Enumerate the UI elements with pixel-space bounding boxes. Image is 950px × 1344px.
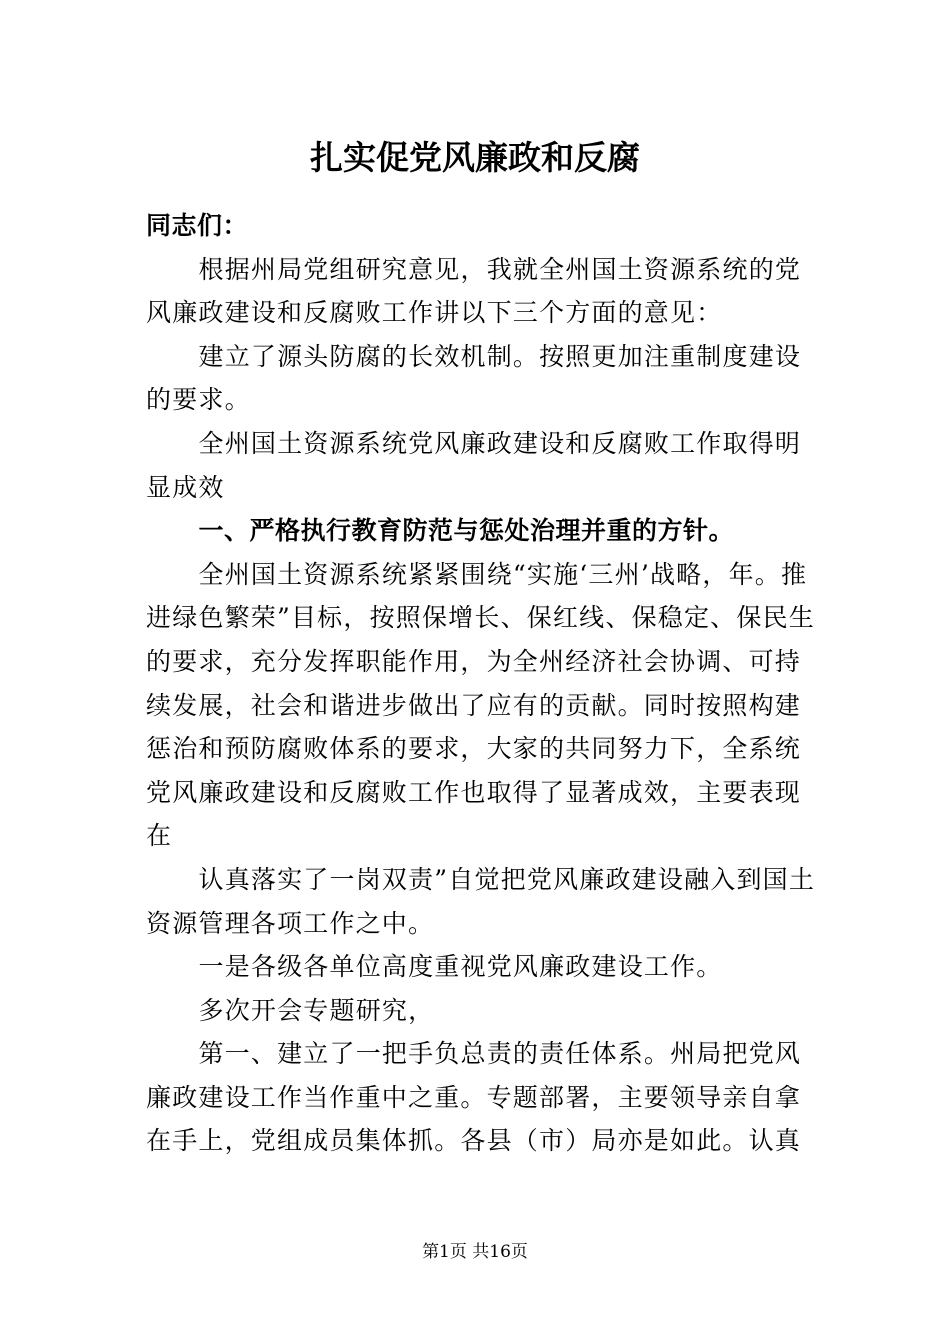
document-body [146, 204, 826, 1163]
paragraph-5: 认真落实了一岗双责”自觉把党风廉政建设融入到国土资源管理各项工作之中。 [146, 864, 816, 938]
document-title: 扎实促党风廉政和反腐 [310, 138, 640, 177]
page-number-footer: 第1页 共16页 [422, 1242, 528, 1262]
paragraph-7: 多次开会专题研究， [198, 995, 435, 1025]
section-heading-1: 一、严格执行教育防范与惩处治理并重的方针。 [198, 516, 735, 546]
paragraph-3: 全州国土资源系统党风廉政建设和反腐败工作取得明显成效 [146, 428, 802, 502]
paragraph-2: 建立了源头防腐的长效机制。按照更加注重制度建设的要求。 [146, 341, 802, 415]
paragraph-1: 根据州局党组研究意见，我就全州国土资源系统的党风廉政建设和反腐败工作讲以下三个方面的意见： [146, 254, 802, 328]
paragraph-8: 第一、建立了一把手负总责的责任体系。州局把党风廉政建设工作当作重中之重。专题部署，主要领导亲自拿在手上，党组成员集体抓。各县（市）局亦是如此。认真 [146, 1039, 802, 1156]
salutation: 同志们： [146, 211, 249, 240]
paragraph-4: 全州国土资源系统紧紧围绕“实施‘三州’战略，年。推进绿色繁荣”目标，按照保增长、保红线、保稳定、保民生的要求，充分发挥职能作用，为全州经济社会协调、可持续发展，社会和谐进步做出了应有的贡献。同时按照构建惩治和预防腐败体系的要求，大家的共同努力下，全系统党风廉政建设和反腐败工作也取得了显著成效，主要表现在 [146, 559, 815, 851]
paragraph-6: 一是各级各单位高度重视党风廉政建设工作。 [198, 952, 723, 982]
